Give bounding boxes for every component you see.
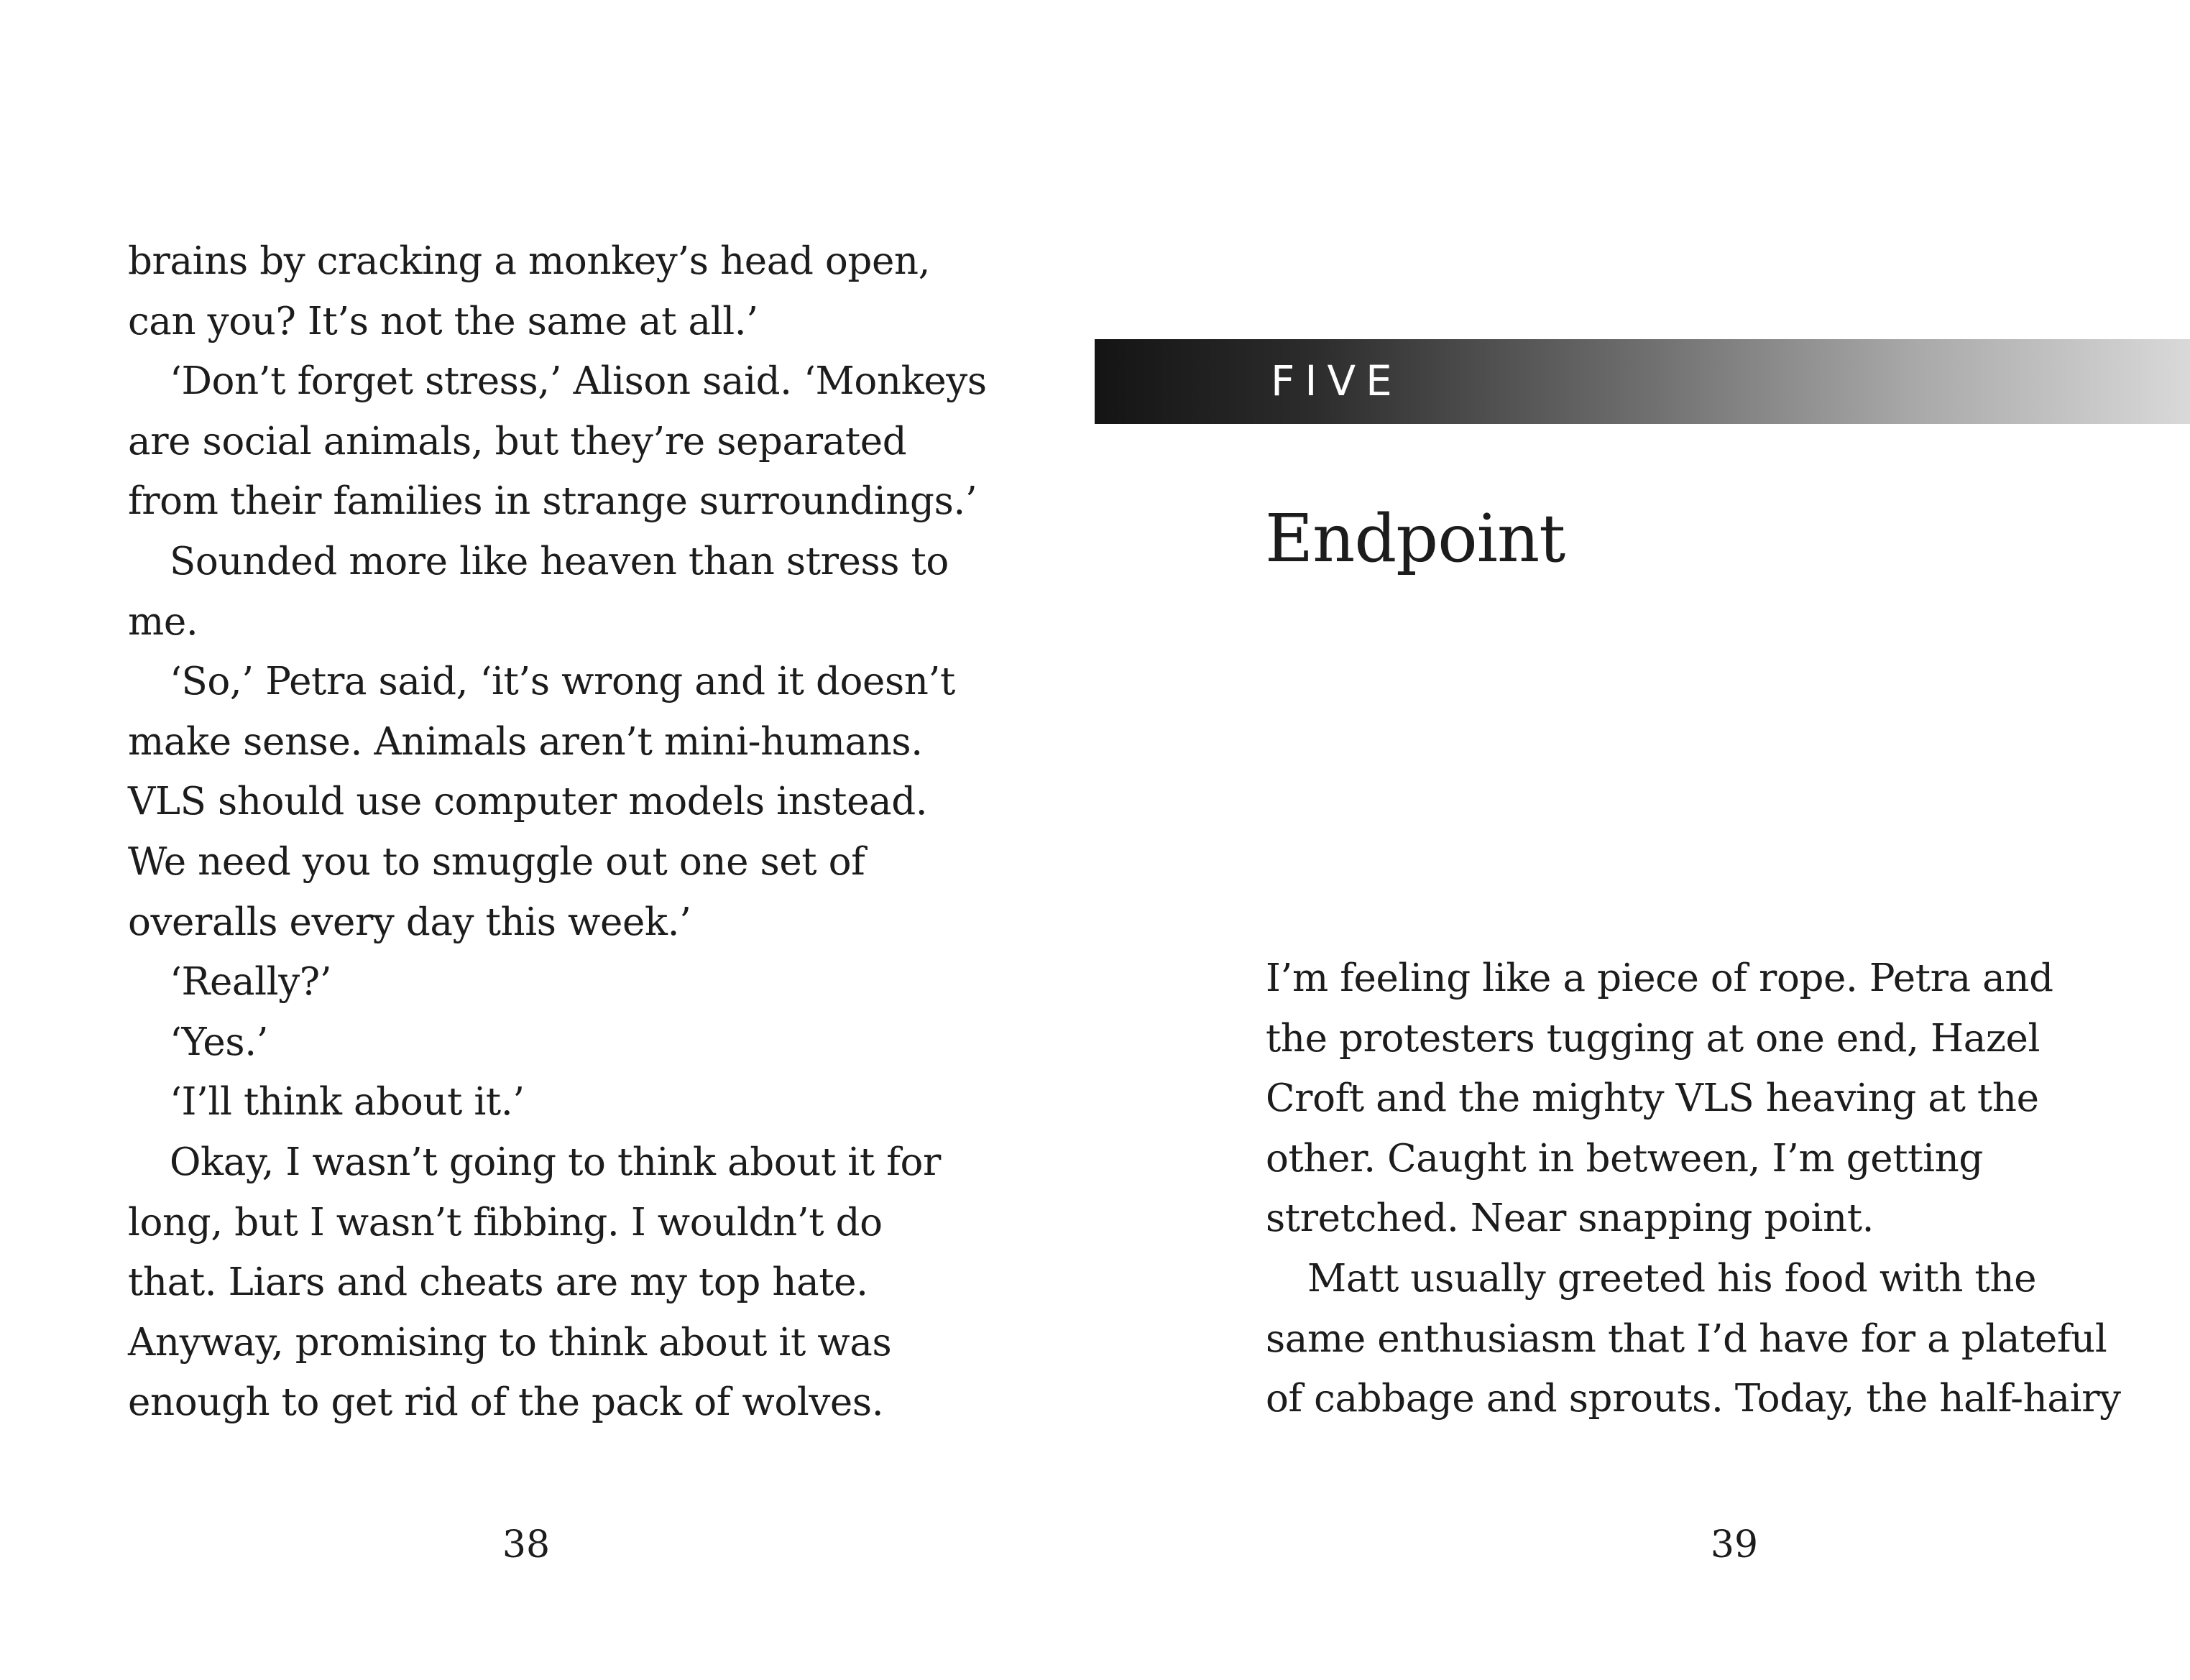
text-line: the protesters tugging at one end, Hazel xyxy=(1266,1016,2041,1061)
left-page-number: 38 xyxy=(502,1523,551,1566)
chapter-number: FIVE xyxy=(1271,356,1402,405)
text-line: ‘So,’ Petra said, ‘it’s wrong and it doesn’t xyxy=(170,660,955,704)
text-line: can you? It’s not the same at all.’ xyxy=(128,299,758,343)
text-line: I’m feeling like a piece of rope. Petra and xyxy=(1266,956,2053,1000)
right-page-number: 39 xyxy=(1710,1523,1759,1566)
text-line: Matt usually greeted his food with the xyxy=(1307,1256,2037,1301)
text-line: Okay, I wasn’t going to think about it for xyxy=(170,1140,941,1184)
text-line: brains by cracking a monkey’s head open, xyxy=(128,239,931,283)
left-page-body xyxy=(128,231,987,1433)
text-line: enough to get rid of the pack of wolves. xyxy=(128,1380,884,1425)
text-line: VLS should use computer models instead. xyxy=(128,780,928,824)
right-page-body xyxy=(1266,949,2121,1429)
text-line: ‘I’ll think about it.’ xyxy=(170,1080,525,1125)
text-line: that. Liars and cheats are my top hate. xyxy=(128,1260,868,1305)
text-line: long, but I wasn’t fibbing. I wouldn’t do xyxy=(128,1200,883,1245)
text-line: Anyway, promising to think about it was xyxy=(128,1320,892,1365)
text-line: We need you to smuggle out one set of xyxy=(128,839,865,884)
text-line: stretched. Near snapping point. xyxy=(1266,1196,1874,1241)
text-line: make sense. Animals aren’t mini-humans. xyxy=(128,719,923,764)
text-line: Croft and the mighty VLS heaving at the xyxy=(1266,1076,2039,1121)
text-line: of cabbage and sprouts. Today, the half-hairy xyxy=(1266,1377,2121,1421)
right-page xyxy=(1095,0,2190,1680)
text-line: are social animals, but they’re separated xyxy=(128,419,907,463)
chapter-heading-bar xyxy=(1095,339,2190,424)
text-line: other. Caught in between, I’m getting xyxy=(1266,1136,1983,1181)
chapter-title: Endpoint xyxy=(1265,500,1565,577)
text-line: from their families in strange surroundings.’ xyxy=(128,479,977,524)
text-line: ‘Yes.’ xyxy=(170,1020,269,1064)
text-line: ‘Don’t forget stress,’ Alison said. ‘Monkeys xyxy=(170,359,987,404)
text-line: Sounded more like heaven than stress to xyxy=(170,539,949,583)
text-line: me. xyxy=(128,599,198,644)
text-line: ‘Really?’ xyxy=(170,960,332,1005)
text-line: same enthusiasm that I’d have for a plateful xyxy=(1266,1316,2107,1361)
text-line: overalls every day this week.’ xyxy=(128,900,691,944)
